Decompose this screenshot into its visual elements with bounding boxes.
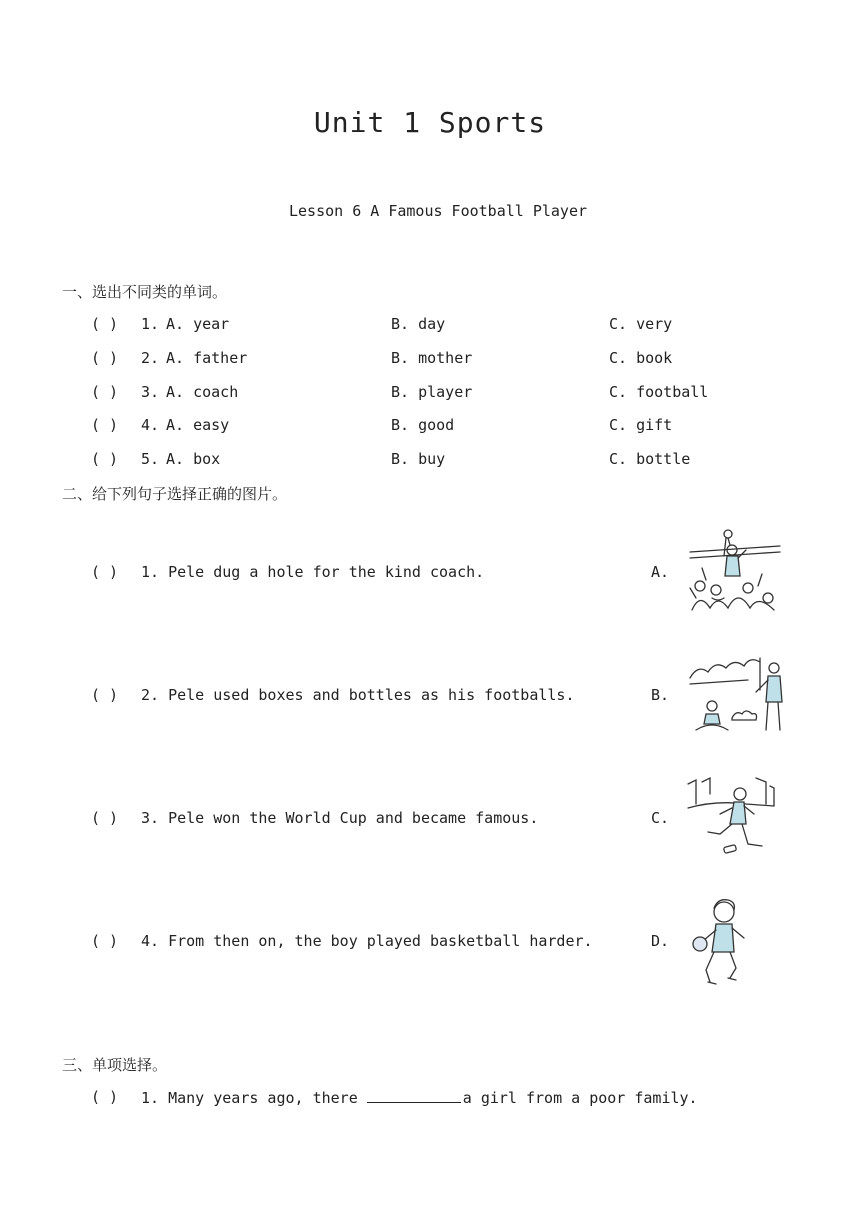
picture-letter: A. <box>651 563 670 581</box>
section2-heading: 二、给下列句子选择正确的图片。 <box>62 485 288 503</box>
option-c: C. book <box>609 349 673 367</box>
option-b: B. player <box>391 383 473 401</box>
option-c: C. gift <box>609 416 673 434</box>
sentence: 4. From then on, the boy played basketball harder. <box>141 932 593 950</box>
answer-paren: ( ) <box>91 563 119 581</box>
picture-letter: B. <box>651 686 670 704</box>
boy-dribbling-basketball-picture <box>686 894 752 990</box>
option-a: A. year <box>166 315 230 333</box>
answer-paren: ( ) <box>91 349 119 367</box>
option-c: C. football <box>609 383 709 401</box>
item-number: 3. <box>141 383 160 401</box>
picture-letter: C. <box>651 809 670 827</box>
answer-paren: ( ) <box>91 450 119 468</box>
item-number: 4. <box>141 416 160 434</box>
question-after-blank: a girl from a poor family. <box>462 1089 698 1107</box>
lesson-subtitle: Lesson 6 A Famous Football Player <box>288 202 587 220</box>
option-a: A. box <box>166 450 221 468</box>
item-number: 1. <box>141 315 160 333</box>
option-b: B. buy <box>391 450 446 468</box>
option-b: B. day <box>391 315 446 333</box>
boy-kicking-bottle-picture <box>686 774 776 864</box>
picture-letter: D. <box>651 932 670 950</box>
item-number: 5. <box>141 450 160 468</box>
option-a: A. coach <box>166 383 239 401</box>
sentence: 3. Pele won the World Cup and became famous. <box>141 809 539 827</box>
option-a: A. easy <box>166 416 230 434</box>
answer-paren: ( ) <box>91 686 119 704</box>
page-title: Unit 1 Sports <box>313 106 547 139</box>
answer-paren: ( ) <box>91 1088 119 1106</box>
option-c: C. very <box>609 315 673 333</box>
question-before-blank: 1. Many years ago, there <box>141 1089 367 1107</box>
sentence: 1. Pele dug a hole for the kind coach. <box>141 563 485 581</box>
answer-paren: ( ) <box>91 315 119 333</box>
section3-heading: 三、单项选择。 <box>62 1056 168 1074</box>
answer-paren: ( ) <box>91 383 119 401</box>
boy-in-hole-with-coach-picture <box>688 654 788 738</box>
answer-paren: ( ) <box>91 809 119 827</box>
sentence: 2. Pele used boxes and bottles as his footballs. <box>141 686 575 704</box>
item-number: 2. <box>141 349 160 367</box>
answer-blank[interactable] <box>367 1088 461 1103</box>
section1-heading: 一、选出不同类的单词。 <box>62 283 228 301</box>
crowd-cheering-player-picture <box>688 528 782 612</box>
option-b: B. good <box>391 416 455 434</box>
answer-paren: ( ) <box>91 416 119 434</box>
answer-paren: ( ) <box>91 932 119 950</box>
option-a: A. father <box>166 349 248 367</box>
option-b: B. mother <box>391 349 473 367</box>
option-c: C. bottle <box>609 450 691 468</box>
question-text <box>141 1088 698 1107</box>
